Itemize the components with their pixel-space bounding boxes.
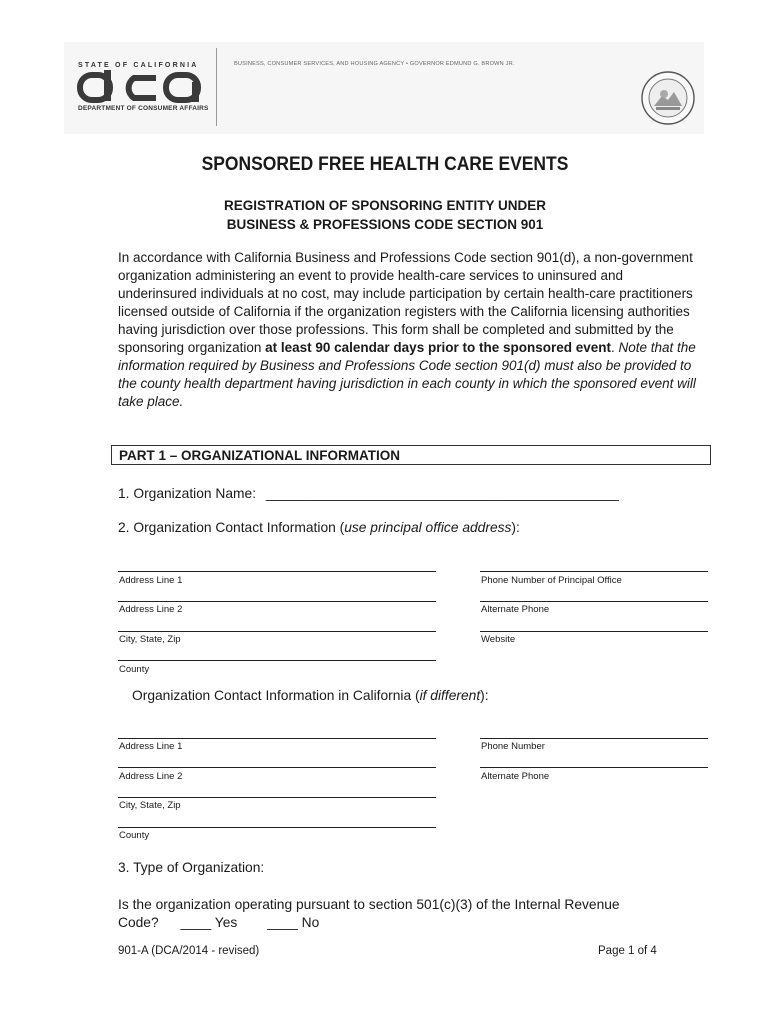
intro-text: In accordance with California Business and Professions Code section 901(d), a non-government organization administering an event to provide health-care services to uninsured and underinsured individuals at no cost, may include participation by certain health-care practitioners licensed outside of California if the organization registers with the California licensing authorities having jurisdiction over those professions. This form shall be completed and submitted by the sponsoring organization bbox=[118, 250, 693, 355]
california-contact-info-heading bbox=[132, 688, 489, 703]
state-seal-icon bbox=[640, 70, 696, 126]
ca-address-line-1-label: Address Line 1 bbox=[119, 741, 183, 752]
city-state-zip-field[interactable] bbox=[118, 631, 436, 632]
q2-suffix: ): bbox=[511, 520, 520, 535]
q1-label: 1. Organization Name: bbox=[118, 486, 257, 501]
ca-city-state-zip-field[interactable] bbox=[118, 797, 436, 798]
organization-name-field[interactable]: ______________________________________________ bbox=[265, 486, 619, 501]
ca-county-label: County bbox=[119, 830, 150, 841]
intro-deadline: at least 90 calendar days prior to the sponsored event bbox=[265, 340, 611, 355]
address-line-2-field[interactable] bbox=[118, 601, 436, 602]
subtitle bbox=[0, 196, 770, 234]
department-name: DEPARTMENT OF CONSUMER AFFAIRS bbox=[78, 105, 209, 112]
state-of-california-text: STATE OF CALIFORNIA bbox=[78, 62, 199, 69]
q1-organization-name bbox=[118, 486, 619, 501]
ca-county-field[interactable] bbox=[118, 827, 436, 828]
ca-address-line-2-label: Address Line 2 bbox=[119, 771, 183, 782]
q2b-suffix: ): bbox=[480, 688, 489, 703]
ca-address-line-2-field[interactable] bbox=[118, 767, 436, 768]
intro-paragraph bbox=[118, 249, 698, 411]
q2-italic: use principal office address bbox=[344, 520, 512, 535]
county-field[interactable] bbox=[118, 660, 436, 661]
q-501c3-yes-option[interactable]: ____ Yes bbox=[180, 915, 238, 930]
ca-phone-label: Phone Number bbox=[481, 741, 545, 752]
address-line-1-label: Address Line 1 bbox=[119, 575, 183, 586]
page-number: Page 1 of 4 bbox=[598, 945, 657, 957]
header-divider bbox=[216, 48, 217, 126]
part1-heading: PART 1 – ORGANIZATIONAL INFORMATION bbox=[111, 445, 711, 465]
principal-phone-label: Phone Number of Principal Office bbox=[481, 575, 622, 586]
q-501c3-text: Is the organization operating pursuant to section 501(c)(3) of the Internal Revenue bbox=[118, 897, 620, 912]
dca-logo bbox=[76, 70, 204, 104]
q2b-italic: if different bbox=[419, 688, 481, 703]
form-id: 901-A (DCA/2014 - revised) bbox=[118, 945, 260, 957]
county-label: County bbox=[119, 664, 150, 675]
ca-city-state-zip-label: City, State, Zip bbox=[119, 800, 181, 811]
page-title: SPONSORED FREE HEALTH CARE EVENTS bbox=[201, 154, 569, 175]
q2b-prefix: Organization Contact Information in California ( bbox=[132, 688, 420, 703]
city-state-zip-label: City, State, Zip bbox=[119, 634, 181, 645]
q3-organization-type: 3. Type of Organization: bbox=[118, 860, 265, 875]
q2-contact-info-heading bbox=[118, 520, 520, 535]
website-field[interactable] bbox=[480, 631, 708, 632]
ca-alternate-phone-label: Alternate Phone bbox=[481, 771, 550, 782]
ca-address-line-1-field[interactable] bbox=[118, 738, 436, 739]
q-501c3-no-option[interactable]: ____ No bbox=[267, 915, 320, 930]
ca-alternate-phone-field[interactable] bbox=[480, 767, 708, 768]
principal-phone-field[interactable] bbox=[480, 571, 708, 572]
subtitle-line-1: REGISTRATION OF SPONSORING ENTITY UNDER bbox=[223, 198, 547, 213]
ca-phone-field[interactable] bbox=[480, 738, 708, 739]
subtitle-line-2: BUSINESS & PROFESSIONS CODE SECTION 901 bbox=[226, 217, 544, 232]
alternate-phone-field[interactable] bbox=[480, 601, 708, 602]
q2-prefix: 2. Organization Contact Information ( bbox=[118, 520, 345, 535]
q-501c3-code: Code? bbox=[118, 915, 159, 930]
intro-period: . bbox=[610, 340, 619, 355]
agency-text: BUSINESS, CONSUMER SERVICES, AND HOUSING AGENCY • GOVERNOR EDMUND G. BROWN JR. bbox=[234, 61, 515, 67]
address-line-2-label: Address Line 2 bbox=[119, 604, 183, 615]
website-label: Website bbox=[481, 634, 516, 645]
address-line-1-field[interactable] bbox=[118, 571, 436, 572]
intro-note: Note that the information required by Business and Professions Code section 901(d) must also be provided to the county health department having jurisdiction in each county in which the sponsored event will take place. bbox=[118, 340, 696, 409]
q-501c3 bbox=[118, 896, 620, 932]
alternate-phone-label: Alternate Phone bbox=[481, 604, 550, 615]
